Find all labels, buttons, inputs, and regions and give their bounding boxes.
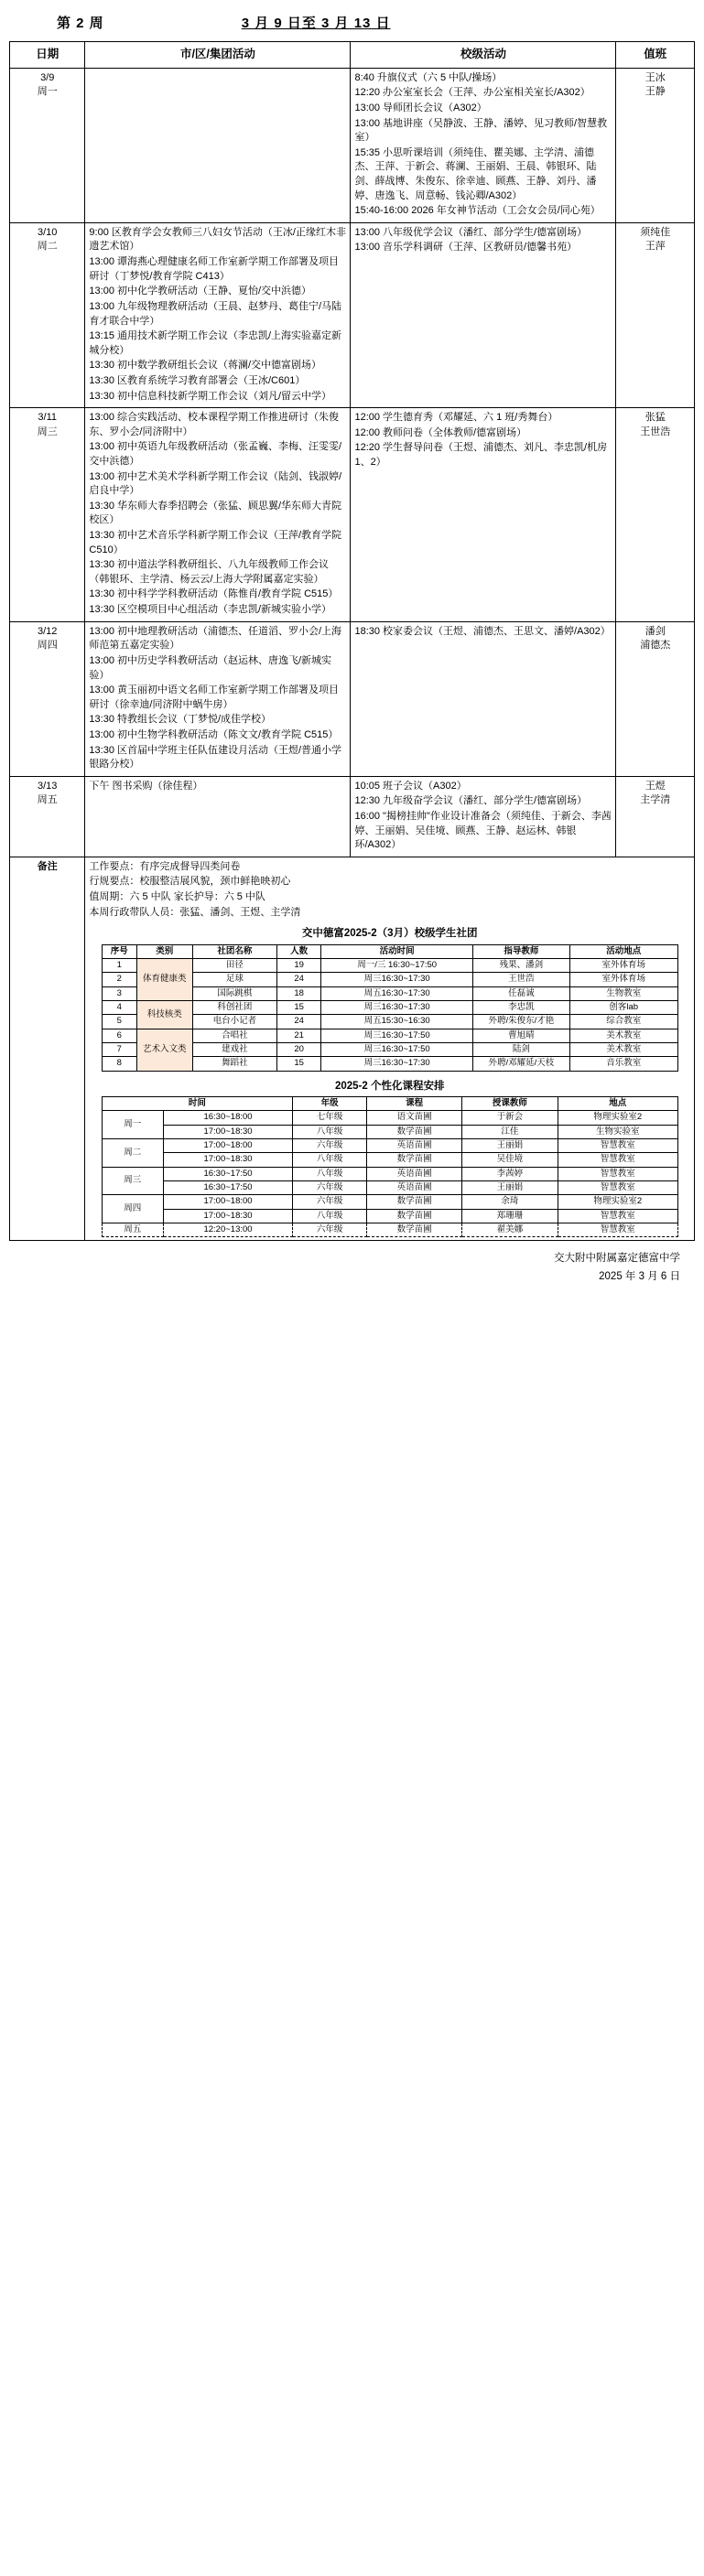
event-item: 12:20 办公室室长会（王萍、办公室相关室长/A302） [354, 87, 590, 99]
sched-cell: 郑珊珊 [462, 1209, 558, 1223]
table-row [10, 408, 695, 622]
sched-column-header: 时间 [102, 1097, 293, 1111]
club-cell: 综合教室 [569, 1015, 677, 1029]
club-cell: 周五16:30~17:30 [321, 986, 473, 1000]
sched-row [102, 1195, 677, 1209]
event-item: 13:30 区教育系统学习教育部署会（王冰/C601） [89, 374, 306, 386]
document-header [9, 7, 695, 41]
row-city-activities [85, 621, 351, 776]
sched-column-header: 授课教师 [462, 1097, 558, 1111]
club-cell: 18 [277, 986, 321, 1000]
row-date [10, 68, 85, 222]
table-row [10, 68, 695, 222]
club-cell: 任磊诚 [473, 986, 569, 1000]
schedule-table [9, 41, 695, 1241]
club-category: 艺术入文类 [136, 1029, 192, 1071]
club-cell: 外聘/邓耀延/天枝 [473, 1057, 569, 1071]
club-table [102, 944, 678, 1072]
sched-cell: 八年级 [293, 1153, 367, 1167]
event-item: 13:30 华东师大春季招聘会（张猛、顾思翼/华东师大青院校区） [89, 500, 342, 526]
sched-cell: 王丽娟 [462, 1139, 558, 1153]
row-school-activities [351, 776, 616, 857]
row-date [10, 776, 85, 857]
row-duty [616, 621, 695, 776]
club-cell: 周三16:30~17:50 [321, 1029, 473, 1042]
event-item: 13:00 黄玉丽初中语文名师工作室新学期工作部署及项目研讨（徐幸迪/同济附中蜗牛房） [89, 684, 340, 710]
club-cell: 室外体育场 [569, 973, 677, 986]
event-item: 10:05 班子会议（A302） [354, 780, 467, 792]
sched-cell: 英语苗圃 [366, 1139, 461, 1153]
sched-row [102, 1223, 677, 1237]
club-cell: 4 [102, 1000, 136, 1014]
row-school-activities [351, 408, 616, 622]
club-cell: 美术教室 [569, 1043, 677, 1057]
sched-cell: 12:20~13:00 [163, 1223, 292, 1237]
remark-line: 本周行政带队人员：张猛、潘剑、王煜、主学清 [89, 906, 301, 918]
club-cell: 24 [277, 973, 321, 986]
sched-cell: 英语苗圃 [366, 1167, 461, 1180]
row-city-activities [85, 408, 351, 622]
club-cell: 建戏社 [192, 1043, 277, 1057]
sched-row [102, 1209, 677, 1223]
sched-cell: 16:30~17:50 [163, 1181, 292, 1195]
event-item: 13:30 初中道法学科教研组长、八九年级教师工作会议（韩银环、主学清、杨云云/上海大学附属嘉定实验） [89, 559, 330, 585]
row-date-line: 周二 [37, 241, 58, 253]
club-cell: 室外体育场 [569, 958, 677, 972]
sched-cell: 智慧教室 [558, 1209, 677, 1223]
sched-cell: 余琦 [462, 1195, 558, 1209]
sched-column-header: 地点 [558, 1097, 677, 1111]
event-item: 13:00 初中艺术美术学科新学期工作会议（陆剑、钱淑婷/启良中学） [89, 470, 342, 497]
sched-cell: 六年级 [293, 1139, 367, 1153]
sched-row [102, 1139, 677, 1153]
event-item: 下午 图书采购（徐佳程） [89, 780, 203, 792]
event-item: 13:30 初中数学教研组长会议（蒋澜/交中德富剧场） [89, 360, 322, 372]
duty-person: 主学清 [640, 794, 671, 806]
remark-line: 值周期：六 5 中队 家长护导：六 5 中队 [89, 891, 265, 903]
club-cell: 周五15:30~16:30 [321, 1015, 473, 1029]
column-header-school: 校级活动 [351, 42, 616, 69]
club-cell: 15 [277, 1000, 321, 1014]
club-cell: 15 [277, 1057, 321, 1071]
sched-row [102, 1167, 677, 1180]
sched-cell: 生物实验室 [558, 1125, 677, 1138]
club-cell: 1 [102, 958, 136, 972]
event-item: 13:00 初中地理教研活动（浦德杰、任道滔、罗小会/上海师范第五嘉定实验） [89, 625, 342, 652]
club-cell: 20 [277, 1043, 321, 1057]
sched-cell: 17:00~18:30 [163, 1209, 292, 1223]
club-cell: 21 [277, 1029, 321, 1042]
club-column-header: 序号 [102, 944, 136, 958]
club-column-header: 指导教师 [473, 944, 569, 958]
row-school-activities [351, 222, 616, 407]
row-date-line: 3/11 [38, 412, 57, 424]
remark-line: 行规要点：校服整洁展风貌，颈巾鲜艳映初心 [89, 876, 291, 888]
club-cell: 2 [102, 973, 136, 986]
sched-column-header: 年级 [293, 1097, 367, 1111]
sched-cell: 王丽娟 [462, 1181, 558, 1195]
sched-cell: 数学苗圃 [366, 1209, 461, 1223]
sched-cell: 吴佳境 [462, 1153, 558, 1167]
sched-cell: 智慧教室 [558, 1167, 677, 1180]
event-item: 13:30 特教组长会议（丁梦悦/成佳学校） [89, 714, 272, 726]
duty-person: 浦德杰 [640, 640, 671, 652]
duty-person: 王静 [644, 86, 666, 98]
sched-cell: 智慧教室 [558, 1181, 677, 1195]
row-date-line: 3/12 [38, 625, 58, 637]
event-item: 13:30 区空模项目中心组活动（李忠凯/新城实验小学） [89, 604, 332, 616]
club-cell: 科创社团 [192, 1000, 277, 1014]
event-item: 13:00 初中生物学科教研活动（陈文文/教育学院 C515） [89, 728, 339, 740]
club-column-header: 活动时间 [321, 944, 473, 958]
duty-person: 王煜 [644, 780, 666, 792]
club-cell: 王世浩 [473, 973, 569, 986]
schedule-subtable-title: 2025-2 个性化课程安排 [334, 1080, 445, 1092]
sched-cell: 17:00~18:00 [163, 1195, 292, 1209]
event-item: 12:30 九年级奋学会议（潘红、部分学生/德富剧场） [354, 795, 588, 807]
duty-person: 王冰 [644, 71, 666, 83]
event-item: 13:30 初中艺术音乐学科新学期工作会议（王萍/教育学院 C510） [89, 530, 342, 555]
remark-content [85, 857, 695, 1241]
sched-cell: 六年级 [293, 1223, 367, 1237]
event-item: 8:40 升旗仪式（六 5 中队/操场） [354, 71, 503, 83]
club-cell: 合唱社 [192, 1029, 277, 1042]
sched-cell: 智慧教室 [558, 1153, 677, 1167]
sched-cell: 智慧教室 [558, 1139, 677, 1153]
club-cell: 外聘/朱俊东/才艳 [473, 1015, 569, 1029]
table-row [10, 621, 695, 776]
sched-cell: 物理实验室2 [558, 1111, 677, 1125]
table-row [10, 222, 695, 407]
sched-column-header: 课程 [366, 1097, 461, 1111]
club-row [102, 1029, 677, 1042]
sched-cell: 17:00~18:00 [163, 1139, 292, 1153]
club-cell: 7 [102, 1043, 136, 1057]
club-cell: 19 [277, 958, 321, 972]
event-item: 13:00 谭海燕心理健康名师工作室新学期工作部署及项目研讨（丁梦悦/教育学院 C413） [89, 256, 340, 282]
sched-cell: 数学苗圃 [366, 1125, 461, 1138]
sched-cell: 16:30~17:50 [163, 1167, 292, 1180]
event-item: 9:00 区教育学会女教师三八妇女节活动（王冰/正缘红木非遗艺术馆） [89, 226, 346, 253]
event-item: 12:00 教师问卷（全体教师/德富剧场） [354, 426, 527, 438]
sched-cell: 数学苗圃 [366, 1153, 461, 1167]
sched-cell: 语文苗圃 [366, 1111, 461, 1125]
event-item: 13:15 通用技术新学期工作会议（李忠凯/上海实验嘉定新城分校） [89, 330, 342, 356]
row-city-activities [85, 776, 351, 857]
club-row [102, 1000, 677, 1014]
sched-cell: 李茜婷 [462, 1167, 558, 1180]
event-item: 12:00 学生德育秀（邓耀延、六 1 班/秀舞台） [354, 412, 558, 424]
club-cell: 24 [277, 1015, 321, 1029]
table-header-row [10, 42, 695, 69]
club-cell: 残果、潘剑 [473, 958, 569, 972]
row-date-line: 周五 [37, 794, 58, 806]
club-header-row [102, 944, 677, 958]
club-cell: 周一/三 16:30~17:50 [321, 958, 473, 972]
sched-day: 周四 [102, 1195, 163, 1223]
row-school-activities [351, 621, 616, 776]
footer-school-name: 交大附中附属嘉定德富中学 [554, 1253, 680, 1265]
sched-cell: 七年级 [293, 1111, 367, 1125]
event-item: 13:00 九年级物理教研活动（王晨、赵梦丹、葛佳宁/马陆育才联合中学） [89, 300, 342, 327]
row-school-activities [351, 68, 616, 222]
event-item: 13:00 综合实践活动、校本课程学期工作推进研讨（朱俊东、罗小会/同济附中） [89, 412, 340, 437]
club-category: 科技核类 [136, 1000, 192, 1029]
sched-cell: 16:30~18:00 [163, 1111, 292, 1125]
club-column-header: 类别 [136, 944, 192, 958]
row-duty [616, 776, 695, 857]
sched-day: 周三 [102, 1167, 163, 1195]
remark-label: 备注 [10, 857, 85, 1241]
duty-person: 王萍 [644, 241, 666, 253]
remark-line: 工作要点：有序完成督导四类问卷 [89, 860, 241, 872]
club-category: 体育健康类 [136, 958, 192, 1000]
date-range: 3 月 9 日至 3 月 13 日 [241, 16, 391, 31]
duty-person: 须纯佳 [640, 226, 671, 238]
club-cell: 田径 [192, 958, 277, 972]
club-cell: 8 [102, 1057, 136, 1071]
event-item: 13:00 音乐学科调研（王萍、区教研员/德馨书苑） [354, 242, 578, 253]
club-cell: 创客lab [569, 1000, 677, 1014]
column-header-duty: 值班 [616, 42, 695, 69]
sched-row [102, 1125, 677, 1138]
event-item: 13:00 导师团长会议（A302） [354, 102, 487, 113]
event-item: 13:00 基地讲座（吴静波、王静、潘婷、见习教师/智慧教室） [354, 117, 608, 144]
club-cell: 曹旭晴 [473, 1029, 569, 1042]
sched-day: 周二 [102, 1139, 163, 1168]
table-row [10, 776, 695, 857]
duty-person: 潘剑 [644, 625, 666, 637]
sched-cell: 江佳 [462, 1125, 558, 1138]
row-city-activities [85, 222, 351, 407]
club-table-title: 交中德富2025-2（3月）校级学生社团 [301, 928, 478, 940]
row-date [10, 621, 85, 776]
event-item: 16:00 "揭榜挂帅"作业设计准备会（须纯佳、于新会、李茜婷、王丽娟、吴佳境、顾燕、王静、赵运林、韩银环/A302） [354, 811, 612, 851]
sched-row [102, 1181, 677, 1195]
club-cell: 周三16:30~17:30 [321, 973, 473, 986]
sched-cell: 数学苗圃 [366, 1223, 461, 1237]
club-cell: 3 [102, 986, 136, 1000]
club-cell: 舞蹈社 [192, 1057, 277, 1071]
row-date [10, 408, 85, 622]
row-date-line: 周一 [37, 86, 58, 98]
club-cell: 6 [102, 1029, 136, 1042]
duty-person: 王世浩 [640, 426, 671, 437]
club-cell: 5 [102, 1015, 136, 1029]
sched-cell: 数学苗圃 [366, 1195, 461, 1209]
footer-date: 2025 年 3 月 6 日 [599, 1271, 680, 1282]
club-cell: 周三16:30~17:30 [321, 1057, 473, 1071]
sched-cell: 17:00~18:30 [163, 1125, 292, 1138]
event-item: 18:30 校家委会议（王煜、浦德杰、王思文、潘婷/A302） [354, 625, 611, 637]
sched-day: 周一 [102, 1111, 163, 1139]
sched-cell: 英语苗圃 [366, 1181, 461, 1195]
event-item: 15:40-16:00 2026 年女神节活动（工会女会员/同心苑） [354, 205, 601, 217]
sched-cell: 翟美娜 [462, 1223, 558, 1237]
row-city-activities [85, 68, 351, 222]
row-date-line: 3/9 [40, 71, 55, 83]
club-cell: 陆剑 [473, 1043, 569, 1057]
event-item: 12:20 学生督导问卷（王煜、浦德杰、刘凡、李忠凯/机房 1、2） [354, 442, 608, 468]
column-header-date: 日期 [10, 42, 85, 69]
sched-cell: 八年级 [293, 1125, 367, 1138]
sched-row [102, 1153, 677, 1167]
event-item: 13:00 初中历史学科教研活动（赵运林、唐逸飞/新城实验） [89, 654, 332, 681]
row-date-line: 周四 [37, 640, 58, 652]
club-column-header: 社团名称 [192, 944, 277, 958]
club-cell: 周三16:30~17:30 [321, 1000, 473, 1014]
event-item: 13:30 区首届中学班主任队伍建设月活动（王煜/普通小学银路分校） [89, 744, 342, 771]
sched-cell: 六年级 [293, 1181, 367, 1195]
sched-row [102, 1111, 677, 1125]
club-cell: 电台小记者 [192, 1015, 277, 1029]
sched-cell: 六年级 [293, 1195, 367, 1209]
column-header-city: 市/区/集团活动 [85, 42, 351, 69]
club-row [102, 958, 677, 972]
row-date-line: 周三 [37, 426, 58, 437]
sched-cell: 智慧教室 [558, 1223, 677, 1237]
event-item: 13:00 初中化学教研活动（王静、夏怡/交中浜德） [89, 286, 312, 297]
row-date-line: 3/13 [38, 780, 58, 792]
sched-cell: 物理实验室2 [558, 1195, 677, 1209]
club-cell: 李忠凯 [473, 1000, 569, 1014]
club-column-header: 人数 [277, 944, 321, 958]
club-cell: 足球 [192, 973, 277, 986]
club-cell: 生物教室 [569, 986, 677, 1000]
remark-row [10, 857, 695, 1241]
sched-cell: 八年级 [293, 1167, 367, 1180]
club-cell: 周三16:30~17:50 [321, 1043, 473, 1057]
sched-day: 周五 [102, 1223, 163, 1237]
sched-cell: 于新会 [462, 1111, 558, 1125]
event-item: 13:30 初中信息科技新学期工作会议（刘凡/留云中学） [89, 390, 332, 402]
sched-cell: 八年级 [293, 1209, 367, 1223]
row-duty [616, 408, 695, 622]
row-date-line: 3/10 [38, 226, 58, 238]
row-duty [616, 68, 695, 222]
club-cell: 美术教室 [569, 1029, 677, 1042]
event-item: 13:00 初中英语九年级教研活动（张孟巍、李梅、汪雯雯/交中浜德） [89, 441, 342, 467]
week-title: 第 2 周 [57, 16, 104, 31]
club-column-header: 活动地点 [569, 944, 677, 958]
row-duty [616, 222, 695, 407]
duty-person: 张猛 [644, 412, 666, 424]
sched-header-row [102, 1097, 677, 1111]
club-cell: 音乐教室 [569, 1057, 677, 1071]
sched-cell: 17:00~18:30 [163, 1153, 292, 1167]
document-footer [9, 1250, 695, 1286]
event-item: 13:30 初中科学学科教研活动（陈惟肖/教育学院 C515） [89, 588, 339, 600]
row-date [10, 222, 85, 407]
club-cell: 国际跳棋 [192, 986, 277, 1000]
event-item: 15:35 小思听课培训（须纯佳、瞿美娜、主学清、浦德杰、王萍、于新会、蒋澜、王丽娟、王晨、韩银环、陆剑、薛战博、朱俊东、徐幸迪、顾燕、王静、刘丹、潘婷、唐逸飞、周意畅、钱沁卿/A302） [354, 146, 597, 201]
personalized-course-table [102, 1096, 678, 1237]
event-item: 13:00 八年级优学会议（潘红、部分学生/德富剧场） [354, 226, 588, 238]
